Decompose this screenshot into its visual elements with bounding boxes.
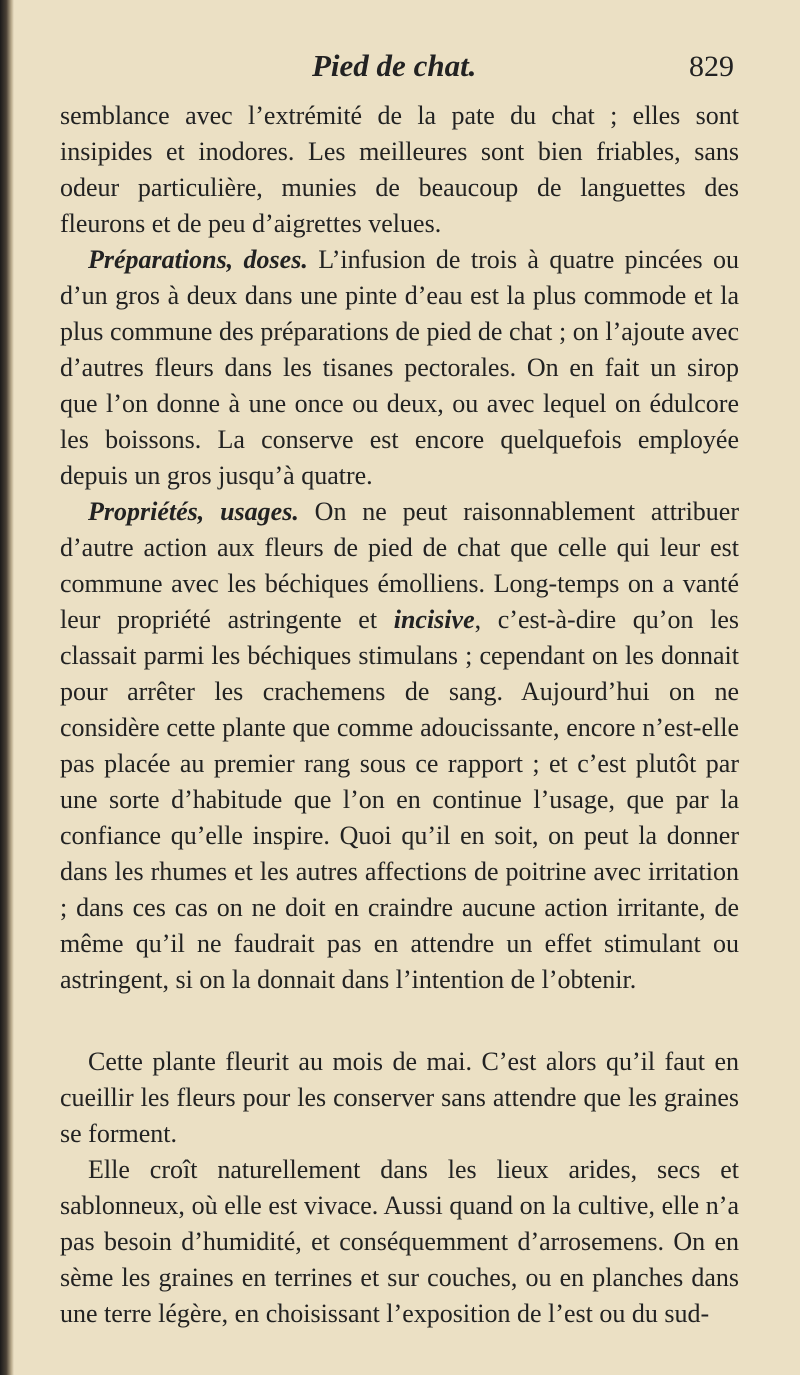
page-binding-edge bbox=[0, 0, 14, 1375]
paragraph-preparations bbox=[60, 242, 739, 494]
paragraph-flowering: Cette plante fleurit au mois de mai. C’est alors qu’il faut en cueillir les fleurs pour les conserver sans attendre que les graines se forment. bbox=[60, 1047, 739, 1148]
paragraph-cultivation: Elle croît naturellement dans les lieux arides, secs et sablonneux, où elle est vivace. Aussi quand on la cultive, elle n’a pas besoin d’humidité, et conséquemment d’arrosemens. On en sème les graines en terrines et sur couches, ou en planches dans une terre légère, en choisissant l’exposition de l’est ou du sud- bbox=[60, 1155, 739, 1328]
emphasized-word: incisive bbox=[393, 605, 475, 634]
body-text bbox=[60, 98, 739, 1332]
paragraph-text: On ne peut raisonnablement attribuer d’autre action aux fleurs de pied de chat que celle qui leur est commune avec les béchiques émolliens. Long-temps on a vanté leur propriété astringente et bbox=[60, 497, 740, 634]
section-heading-proprietes: Propriétés, usages. bbox=[88, 497, 299, 526]
paragraph-gap bbox=[60, 998, 739, 1044]
page-header bbox=[0, 40, 800, 90]
section-heading-preparations: Préparations, doses. bbox=[88, 245, 308, 274]
running-title: Pied de chat. bbox=[312, 48, 477, 83]
paragraph-text: , c’est-à-dire qu’on les classait parmi les béchiques stimulans ; cependant on les donnait pour arrêter les crachemens de sang. Aujourd’hui on ne considère cette plante que comme adoucissante, encore n’est-elle pas placée au premier rang sous ce rapport ; et c’est plutôt par une sorte d’habitude que l’on en continue l’usage, que par la confiance qu’elle inspire. Quoi qu’il en soit, on peut la donner dans les rhumes et les autres affections de poitrine avec irritation ; dans ces cas on ne doit en craindre aucune action irritante, de même qu’il ne faudrait pas en attendre un effet stimulant ou astringent, si on la donnait dans l’intention de l’obtenir. bbox=[60, 605, 739, 994]
paragraph-continuation: semblance avec l’extrémité de la pate du chat ; elles sont insipides et inodores. Les meilleures sont bien friables, sans odeur particulière, munies de beaucoup de languettes des fleurons et de peu d’aigrettes velues. bbox=[60, 101, 739, 238]
paragraph-text: L’infusion de trois à quatre pincées ou d’un gros à deux dans une pinte d’eau est la plus commode et la plus commune des préparations de pied de chat ; on l’ajoute avec d’autres fleurs dans les tisanes pectorales. On en fait un sirop que l’on donne à une once ou deux, ou avec lequel on édulcore les boissons. La conserve est encore quelquefois employée depuis un gros jusqu’à quatre. bbox=[60, 245, 739, 490]
paragraph-proprietes bbox=[60, 494, 739, 998]
page-number: 829 bbox=[689, 50, 734, 83]
